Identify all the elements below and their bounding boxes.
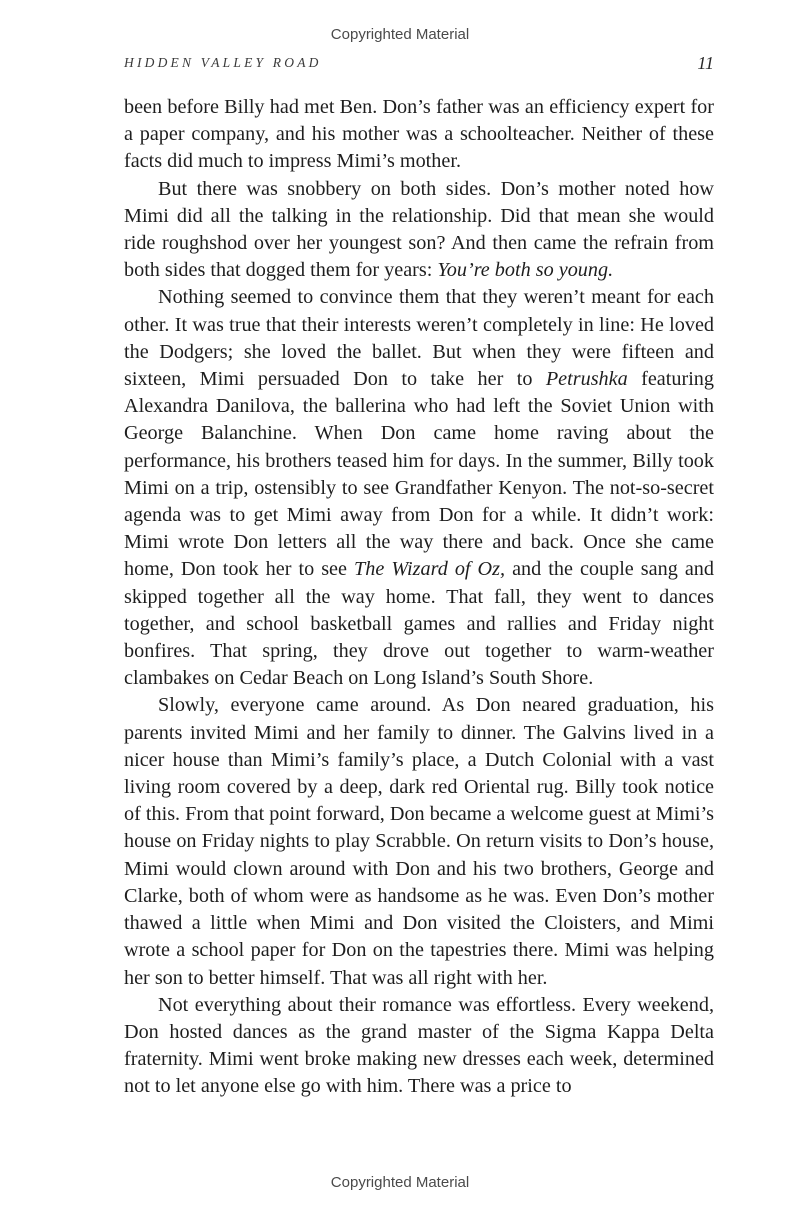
italic-text: You’re both so young. bbox=[437, 259, 614, 282]
paragraph bbox=[124, 176, 714, 285]
text-segment: and the couple sang and skipped together all the way home. That fall, they went to dances together, and school basketball games and rallies and Friday night bonfires. That spring, they drove out together to warm-weather clambakes on Cedar Beach on Long Island’s South Shore. bbox=[124, 558, 714, 690]
running-header bbox=[124, 53, 714, 77]
book-title: HIDDEN VALLEY ROAD bbox=[124, 55, 322, 70]
body-text bbox=[124, 94, 714, 1101]
paragraph bbox=[124, 692, 714, 991]
copyright-watermark-top: Copyrighted Material bbox=[330, 26, 470, 43]
text-segment: Not everything about their romance was effortless. Every weekend, Don hosted dances as the grand master of the Sigma Kappa Delta fraternity. Mimi went broke making new dresses each week, determined not to let anyone else go with him. There was a price to bbox=[124, 993, 714, 1098]
text-segment: been before Billy had met Ben. Don’s father was an efficiency expert for a paper company, and his mother was a schoolteacher. Neither of these facts did much to impress Mimi’s mother. bbox=[124, 96, 714, 173]
page-number: 11 bbox=[697, 53, 714, 73]
italic-text: The Wizard of Oz, bbox=[354, 558, 506, 581]
copyright-watermark-bottom: Copyrighted Material bbox=[330, 1174, 470, 1191]
text-segment: But there was snobbery on both sides. Don’s mother noted how Mimi did all the talking in the relationship. Did that mean she would ride roughshod over her youngest son? And then came the refrain from both sides that dogged them for years: bbox=[124, 177, 714, 282]
italic-text: Petrushka bbox=[545, 368, 628, 391]
text-segment: Slowly, everyone came around. As Don neared graduation, his parents invited Mimi and her family to dinner. The Galvins lived in a nicer house than Mimi’s family’s place, a Dutch Colonial with a vast living room covered by a deep, dark red Oriental rug. Billy took notice of this. From that point forward, Don became a welcome guest at Mimi’s house on Friday nights to play Scrabble. On return visits to Don’s house, Mimi would clown around with Don and his two brothers, George and Clarke, both of whom were as handsome as he was. Even Don’s mother thawed a little when Mimi and Don visited the Cloisters, and Mimi wrote a school paper for Don on the tapestries there. Mimi was helping her son to better himself. That was all right with her. bbox=[124, 694, 714, 989]
text-segment: Nothing seemed to convince them that they weren’t meant for each other. It was true that their interests weren’t completely in line: He loved the Dodgers; she loved the ballet. But when they were fifteen and sixteen, Mimi persuaded Don to take her to bbox=[124, 286, 714, 391]
paragraph bbox=[124, 992, 714, 1101]
paragraph bbox=[124, 94, 714, 176]
text-segment: featuring Alexandra Danilova, the ballerina who had left the Soviet Union with George Balanchine. When Don came home raving about the performance, his brothers teased him for days. In the summer, Billy took Mimi on a trip, ostensibly to see Grandfather Kenyon. The not-so-secret agenda was to get Mimi away from Don for a while. It didn’t work: Mimi wrote Don letters all the way there and back. Once she came home, Don took her to see bbox=[124, 368, 714, 581]
paragraph bbox=[124, 284, 714, 692]
